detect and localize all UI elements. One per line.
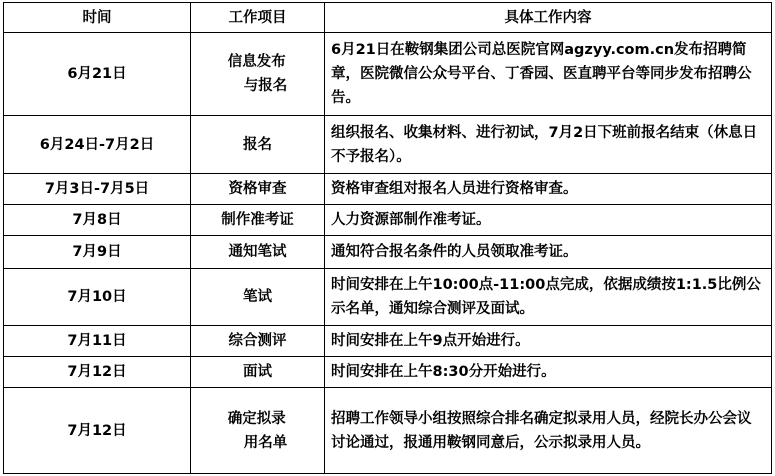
project-cell: 笔试	[191, 268, 325, 325]
schedule-table-container	[3, 2, 771, 474]
table-row	[4, 325, 772, 356]
content-cell: 时间安排在上午10:00点-11:00点完成，依据成绩按1:1.5比例公示名单，通知综合测评及面试。	[325, 268, 772, 325]
project-cell: 综合测评	[191, 325, 325, 356]
time-cell: 6月24日-7月2日	[4, 116, 191, 173]
content-cell: 组织报名、收集材料、进行初试，7月2日下班前报名结束（休息日不予报名）。	[325, 116, 772, 173]
content-cell: 人力资源部制作准考证。	[325, 204, 772, 235]
content-cell: 6月21日在鞍钢集团公司总医院官网agzyy.com.cn发布招聘简章，医院微信公众号平台、丁香园、医直聘平台等同步发布招聘公告。	[325, 33, 772, 116]
time-cell: 7月3日-7月5日	[4, 173, 191, 204]
project-cell: 资格审查	[191, 173, 325, 204]
table-header-row	[4, 3, 772, 33]
content-cell: 通知符合报名条件的人员领取准考证。	[325, 236, 772, 268]
project-line-1: 确定拟录	[227, 410, 286, 427]
content-cell: 招聘工作领导小组按照综合排名确定拟录用人员，经院长办公会议讨论通过，报通用鞍钢同意后，公示拟录用人员。	[325, 388, 772, 474]
time-cell: 7月12日	[4, 388, 191, 474]
project-cell: 报名	[191, 116, 325, 173]
table-row	[4, 357, 772, 388]
header-content: 具体工作内容	[325, 3, 772, 33]
table-row	[4, 173, 772, 204]
table-row	[4, 204, 772, 235]
content-cell: 时间安排在上午8:30分开始进行。	[325, 357, 772, 388]
time-cell: 7月9日	[4, 236, 191, 268]
header-project: 工作项目	[191, 3, 325, 33]
time-cell: 7月10日	[4, 268, 191, 325]
table-row	[4, 116, 772, 173]
project-cell: 制作准考证	[191, 204, 325, 235]
table-row	[4, 388, 772, 474]
content-cell: 时间安排在上午9点开始进行。	[325, 325, 772, 356]
project-cell: 面试	[191, 357, 325, 388]
table-row	[4, 268, 772, 325]
project-cell: 通知笔试	[191, 236, 325, 268]
project-line-1: 信息发布	[227, 54, 286, 71]
recruitment-schedule-table	[3, 2, 772, 474]
time-cell: 7月12日	[4, 357, 191, 388]
time-cell: 6月21日	[4, 33, 191, 116]
project-line-2: 用名单	[243, 434, 288, 451]
project-line-2: 与报名	[243, 78, 288, 95]
time-cell: 7月11日	[4, 325, 191, 356]
time-cell: 7月8日	[4, 204, 191, 235]
content-cell: 资格审查组对报名人员进行资格审查。	[325, 173, 772, 204]
table-row	[4, 33, 772, 116]
project-cell	[191, 33, 325, 116]
table-row	[4, 236, 772, 268]
header-time: 时间	[4, 3, 191, 33]
project-cell	[191, 388, 325, 474]
